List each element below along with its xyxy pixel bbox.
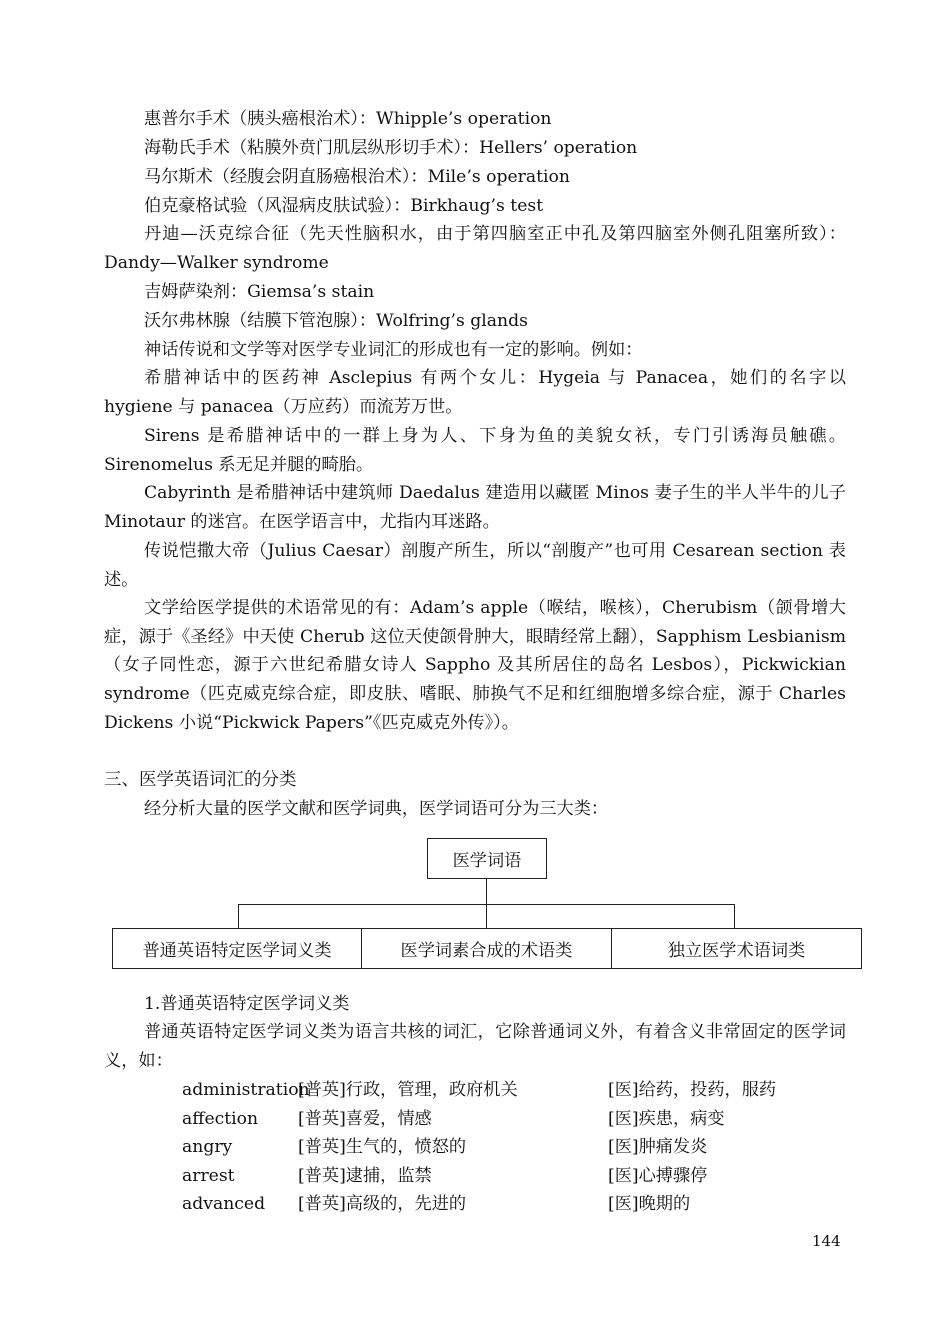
- diagram-root-box: 医学词语: [427, 838, 547, 879]
- diagram-connector: [486, 904, 487, 928]
- myth-paragraph-asclepius: 希腊神话中的医药神 Asclepius 有两个女儿：Hygeia 与 Panacea，她们的名字以 hygiene 与 panacea（万应药）而流芳万世。: [104, 368, 846, 417]
- eponym-line: 沃尔弗林腺（结膜下管泡腺）：Wolfring’s glands: [144, 311, 528, 331]
- vocab-general-meaning: [普英]生气的，愤怒的: [298, 1137, 467, 1157]
- section-intro: 经分析大量的医学文献和医学词典，医学词语可分为三大类：: [144, 799, 609, 819]
- eponym-line: 惠普尔手术（胰头癌根治术）：Whipple’s operation: [144, 109, 552, 129]
- vocab-medical-meaning: [医]疾患，病变: [608, 1109, 725, 1129]
- vocab-general-meaning: [普英]行政，管理，政府机关: [298, 1080, 518, 1100]
- diagram-child-box: 独立医学术语词类: [611, 928, 862, 969]
- page-number: 144: [812, 1232, 841, 1250]
- vocab-word: angry: [182, 1137, 233, 1157]
- vocab-general-meaning: [普英]喜爱，情感: [298, 1109, 432, 1129]
- eponym-line: 伯克豪格试验（风湿病皮肤试验）：Birkhaug’s test: [144, 196, 544, 216]
- vocab-medical-meaning: [医]心搏骤停: [608, 1166, 708, 1186]
- vocab-medical-meaning: [医]晚期的: [608, 1194, 691, 1214]
- vocab-general-meaning: [普英]高级的，先进的: [298, 1194, 467, 1214]
- diagram-connector: [238, 904, 239, 928]
- vocab-word: arrest: [182, 1166, 235, 1186]
- literature-paragraph: 文学给医学提供的术语常见的有：Adam’s apple（喉结，喉核），Cherubism（颌骨增大症，源于《圣经》中天使 Cherub 这位天使颌骨肿大，眼睛经常上翻），Sapphism Lesbianism（女子同性恋，源于六世纪希腊女诗人 Sappho 及其所居住的岛名 Lesbos），Pickwickian syndrome（匹克威克综合症，即皮肤、嗜眠、肺换气不足和红细胞增多综合症，源于 Charles Dickens 小说“Pickwick Papers”《匹克威克外传》）。: [104, 598, 846, 733]
- vocab-medical-meaning: [医]肿痛发炎: [608, 1137, 708, 1157]
- vocab-word: affection: [182, 1109, 259, 1129]
- eponym-line: 海勒氏手术（粘膜外贲门肌层纵形切手术）：Hellers’ operation: [144, 138, 638, 158]
- myth-paragraph-cabyrinth: Cabyrinth 是希腊神话中建筑师 Daedalus 建造用以藏匿 Minos 妻子生的半人半牛的儿子 Minotaur 的迷宫。在医学语言中，尤指内耳迷路。: [104, 483, 846, 532]
- diagram-connector: [486, 879, 487, 904]
- eponym-line: 吉姆萨染剂：Giemsa’s stain: [144, 282, 375, 302]
- vocab-general-meaning: [普英]逮捕，监禁: [298, 1166, 432, 1186]
- subsection-paragraph: 普通英语特定医学词义类为语言共核的词汇，它除普通词义外，有着含义非常固定的医学词义，如：: [104, 1022, 846, 1071]
- myth-paragraph-sirens: Sirens 是希腊神话中的一群上身为人、下身为鱼的美貌女袄，专门引诱海员触礁。Sirenomelus 系无足并腿的畸胎。: [104, 426, 846, 475]
- myth-paragraph-caesar: 传说恺撒大帝（Julius Caesar）剖腹产所生，所以“剖腹产”也可用 Cesarean section 表述。: [104, 541, 846, 590]
- section-heading: 三、医学英语词汇的分类: [104, 770, 297, 790]
- myth-intro-line: 神话传说和文学等对医学专业词汇的形成也有一定的影响。例如：: [144, 340, 643, 360]
- vocab-medical-meaning: [医]给药，投药，服药: [608, 1080, 777, 1100]
- diagram-child-box: 医学词素合成的术语类: [361, 928, 612, 969]
- subsection-title: 1.普通英语特定医学词义类: [144, 994, 350, 1014]
- eponym-line: 马尔斯术（经腹会阴直肠癌根治术）：Mile’s operation: [144, 167, 570, 187]
- diagram-child-box: 普通英语特定医学词义类: [112, 928, 362, 969]
- vocab-word: advanced: [182, 1194, 266, 1214]
- diagram-connector: [734, 904, 735, 928]
- vocab-word: administration: [182, 1080, 310, 1100]
- dandy-paragraph: 丹迪—沃克综合征（先天性脑积水，由于第四脑室正中孔及第四脑室外侧孔阻塞所致）：Dandy—Walker syndrome: [104, 224, 846, 273]
